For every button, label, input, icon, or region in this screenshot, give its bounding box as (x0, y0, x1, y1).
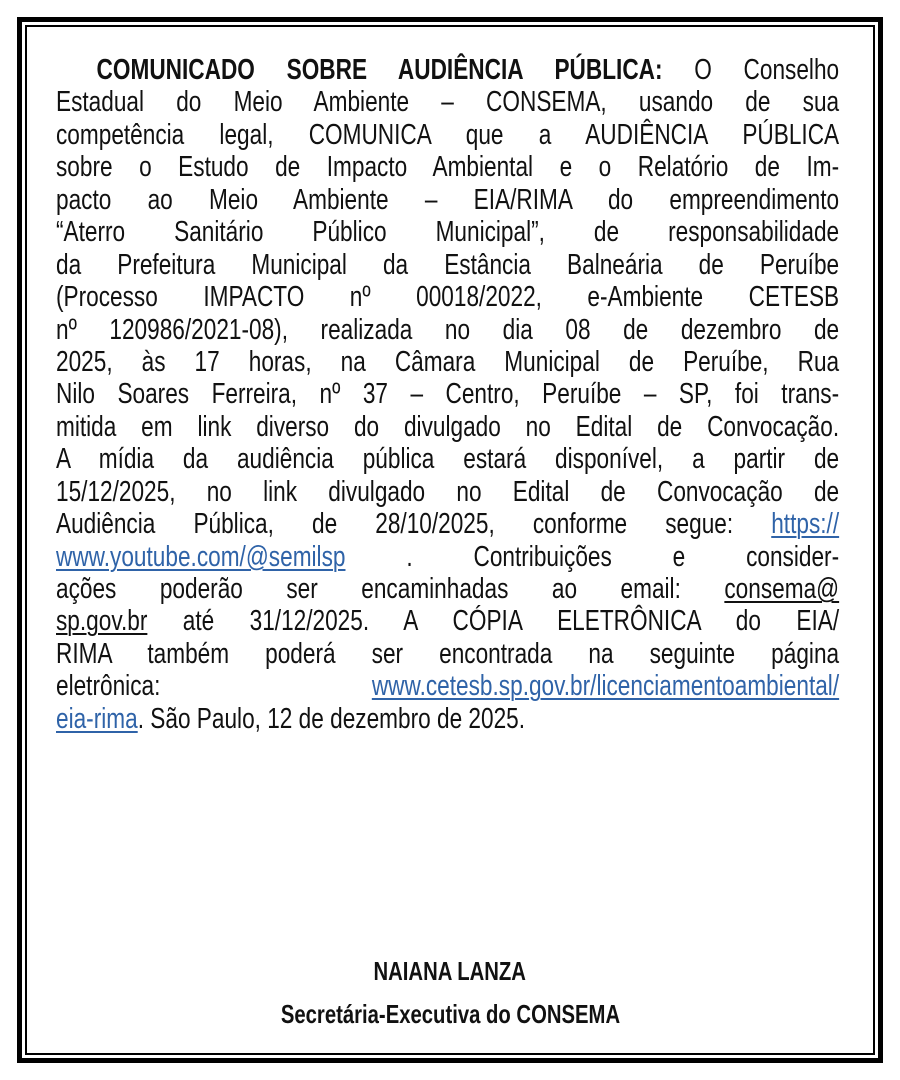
notice-line (56, 541, 839, 573)
notice-line (56, 249, 839, 281)
notice-line (56, 346, 839, 378)
line-text: 15/12/2025, no link divulgado no Edital de Convocação de (56, 475, 840, 508)
notice-heading: COMUNICADO SOBRE AUDIÊNCIA PÚBLICA: (96, 54, 663, 86)
notice-line (56, 443, 839, 475)
line-text: 2025, às 17 horas, na Câmara Municipal de Peruíbe, Rua (56, 345, 840, 378)
notice-line (56, 703, 839, 735)
line-text: mitida em link diverso do divulgado no Edital de Convocação. (56, 410, 840, 443)
line-text: competência legal, COMUNICA que a AUDIÊNCIA PÚBLICA (56, 118, 840, 151)
line-text: ações poderão ser encaminhadas ao email: (56, 573, 725, 605)
notice-body (56, 54, 839, 735)
signatory-name-text: NAIANA LANZA (373, 956, 527, 986)
line-text: Nilo Soares Ferreira, nº 37 – Centro, Peruíbe – SP, foi trans- (56, 378, 840, 411)
notice-line (56, 670, 839, 702)
notice-line (56, 605, 839, 637)
signatory-title-text: Secretária-Executiva do CONSEMA (280, 999, 620, 1029)
notice-line (56, 281, 839, 313)
youtube-link[interactable]: https:// (771, 508, 840, 541)
line-text: até 31/12/2025. A CÓPIA ELETRÔNICA do EIA/ (147, 605, 840, 638)
notice-line (56, 86, 839, 118)
notice-line (56, 411, 839, 443)
notice-line (56, 638, 839, 670)
notice-line (56, 573, 839, 605)
line-text: . São Paulo, 12 de dezembro de 2025. (137, 702, 526, 735)
notice-line (56, 314, 839, 346)
notice-line (56, 508, 839, 540)
notice-line (56, 184, 839, 216)
email-address[interactable]: sp.gov.br (56, 605, 148, 638)
line-text: pacto ao Meio Ambiente – EIA/RIMA do empreendimento (56, 183, 840, 216)
notice-line (56, 54, 839, 86)
signatory-name (0, 956, 900, 987)
line-text: Audiência Pública, de 28/10/2025, conforme segue: (56, 508, 772, 541)
line-text: da Prefeitura Municipal da Estância Balneária de Peruíbe (56, 248, 840, 281)
notice-line (56, 216, 839, 248)
line-text: RIMA também poderá ser encontrada na seguinte página (56, 637, 840, 670)
line-text: (Processo IMPACTO nº 00018/2022, e-Ambiente CETESB (56, 281, 840, 314)
notice-line (56, 476, 839, 508)
youtube-link[interactable]: www.youtube.com/@semilsp (56, 540, 346, 573)
notice-line (56, 151, 839, 183)
notice-line (56, 119, 839, 151)
cetesb-link[interactable]: eia-rima (56, 702, 138, 735)
line-text: sobre o Estudo de Impacto Ambiental e o Relatório de Im- (56, 151, 840, 184)
cetesb-link[interactable]: www.cetesb.sp.gov.br/licenciamentoambiental/ (371, 670, 840, 703)
email-address[interactable]: consema@ (724, 573, 840, 605)
signatory-title (0, 999, 900, 1030)
line-text: . Contribuições e consider- (345, 540, 840, 573)
line-text: “Aterro Sanitário Público Municipal”, de responsabilidade (56, 216, 840, 249)
line-text: Estadual do Meio Ambiente – CONSEMA, usando de sua (56, 86, 840, 119)
notice-line (56, 378, 839, 410)
line-text: O Conselho (662, 54, 840, 86)
line-text: eletrônica: (56, 670, 372, 703)
line-text: nº 120986/2021-08), realizada no dia 08 de dezembro de (56, 313, 840, 346)
line-text: A mídia da audiência pública estará disponível, a partir de (56, 443, 840, 476)
